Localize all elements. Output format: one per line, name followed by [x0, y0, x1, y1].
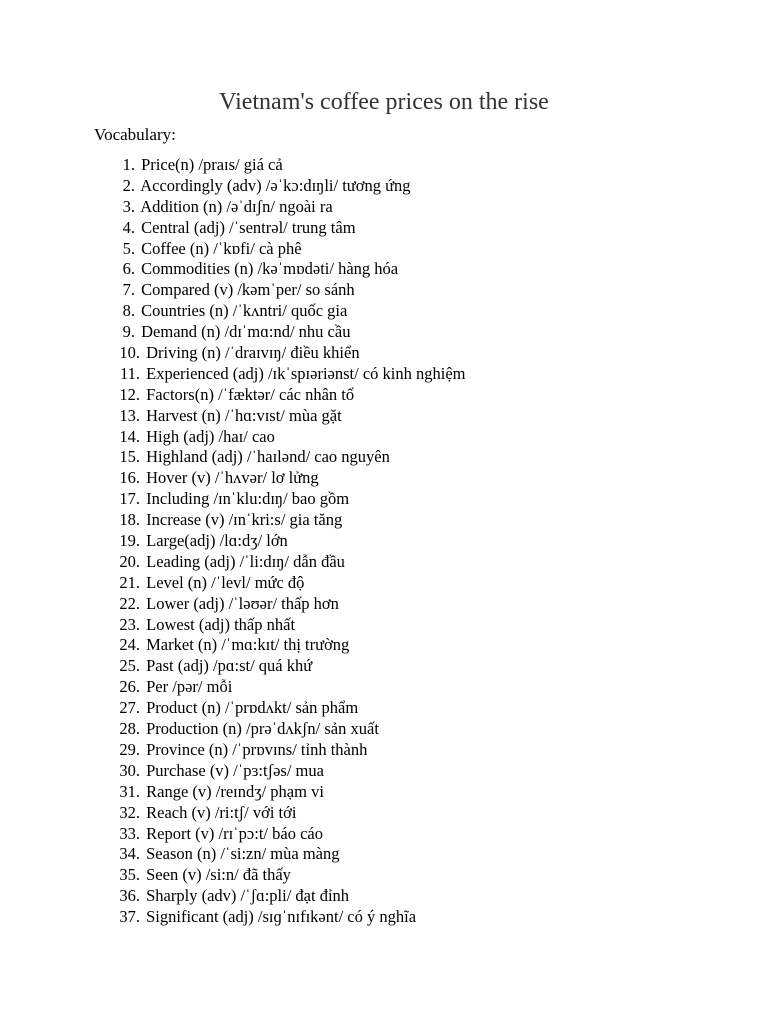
vocabulary-item-text: Leading (adj) /ˈli:dɪŋ/ dẫn đầu — [146, 551, 345, 571]
vocabulary-item-number: 28. — [119, 719, 140, 739]
vocabulary-item — [0, 468, 465, 489]
vocabulary-item — [0, 824, 465, 845]
vocabulary-item-text: Past (adj) /pɑ:st/ quá khứ — [146, 656, 313, 676]
vocabulary-item-number: 36. — [119, 886, 140, 906]
vocabulary-item-number: 2. — [122, 175, 135, 195]
vocabulary-item-number: 21. — [119, 572, 140, 592]
vocabulary-item — [0, 552, 465, 573]
vocabulary-item — [0, 510, 465, 531]
vocabulary-item-number: 22. — [119, 593, 140, 613]
vocabulary-item-number: 23. — [119, 614, 140, 634]
vocabulary-item-text: Price(n) /praɪs/ giá cả — [141, 155, 283, 174]
vocabulary-item — [0, 573, 465, 594]
vocabulary-item-number: 11. — [119, 363, 140, 383]
vocabulary-item — [0, 594, 465, 615]
vocabulary-item — [0, 176, 465, 197]
vocabulary-item-text: Harvest (n) /ˈhɑ:vɪst/ mùa gặt — [146, 405, 342, 425]
vocabulary-item-text: Driving (n) /ˈdraɪvɪŋ/ điều khiển — [146, 343, 360, 363]
vocabulary-item-text: Product (n) /ˈprɒdʌkt/ sản phẩm — [146, 698, 359, 718]
vocabulary-item-number: 20. — [119, 551, 140, 571]
vocabulary-item-text: Seen (v) /si:n/ đã thấy — [146, 865, 291, 885]
vocabulary-item — [0, 907, 465, 928]
vocabulary-item — [0, 239, 465, 260]
vocabulary-item-text: Hover (v) /ˈhʌvər/ lơ lửng — [146, 468, 319, 488]
vocabulary-item-text: Coffee (n) /ˈkɒfi/ cà phê — [141, 238, 302, 258]
vocabulary-item-number: 35. — [119, 865, 140, 885]
vocabulary-item — [0, 155, 465, 176]
vocabulary-item-number: 31. — [119, 781, 140, 801]
vocabulary-item — [0, 259, 465, 280]
vocabulary-item — [0, 615, 465, 636]
vocabulary-item-number: 5. — [122, 238, 135, 258]
vocabulary-item — [0, 740, 465, 761]
vocabulary-item-text: Countries (n) /ˈkʌntri/ quốc gia — [141, 301, 348, 321]
vocabulary-item — [0, 677, 465, 698]
vocabulary-list — [0, 155, 465, 928]
vocabulary-item — [0, 698, 465, 719]
vocabulary-item-text: Significant (adj) /sɪɡˈnɪfɪkənt/ có ý nghĩa — [146, 907, 417, 927]
vocabulary-item — [0, 322, 465, 343]
vocabulary-item-number: 9. — [122, 322, 135, 342]
vocabulary-item-text: Compared (v) /kəmˈper/ so sánh — [141, 280, 355, 300]
vocabulary-item — [0, 865, 465, 886]
vocabulary-item-text: Commodities (n) /kəˈmɒdəti/ hàng hóa — [141, 259, 399, 279]
vocabulary-label: Vocabulary: — [94, 125, 176, 144]
vocabulary-item — [0, 761, 465, 782]
vocabulary-item-number: 4. — [122, 217, 135, 237]
vocabulary-item — [0, 427, 465, 448]
vocabulary-item-number: 32. — [119, 802, 140, 822]
vocabulary-item — [0, 364, 465, 385]
vocabulary-item-number: 15. — [119, 447, 140, 467]
vocabulary-item-text: Central (adj) /ˈsentrəl/ trung tâm — [141, 217, 356, 237]
vocabulary-item — [0, 280, 465, 301]
vocabulary-item-text: Demand (n) /dɪˈmɑ:nd/ nhu cầu — [141, 322, 351, 342]
vocabulary-item-text: Increase (v) /ɪnˈkri:s/ gia tăng — [146, 510, 343, 530]
vocabulary-item-number: 8. — [122, 301, 135, 321]
vocabulary-item-number: 26. — [119, 677, 140, 697]
vocabulary-item-number: 6. — [122, 259, 135, 279]
vocabulary-item — [0, 803, 465, 824]
vocabulary-item — [0, 343, 465, 364]
vocabulary-item-number: 13. — [119, 405, 140, 425]
vocabulary-item — [0, 719, 465, 740]
vocabulary-item-text: Range (v) /reɪndʒ/ phạm vi — [146, 781, 324, 801]
vocabulary-item — [0, 406, 465, 427]
vocabulary-item — [0, 782, 465, 803]
vocabulary-item-text: Including /ɪnˈklu:dɪŋ/ bao gồm — [146, 489, 350, 509]
vocabulary-item-text: Purchase (v) /ˈpɜ:tʃəs/ mua — [146, 760, 324, 780]
vocabulary-item-text: Large(adj) /lɑ:dʒ/ lớn — [146, 531, 288, 551]
vocabulary-item — [0, 489, 465, 510]
vocabulary-item — [0, 635, 465, 656]
vocabulary-item — [0, 197, 465, 218]
vocabulary-item — [0, 844, 465, 865]
vocabulary-item-number: 10. — [119, 343, 140, 363]
vocabulary-item-text: Experienced (adj) /ɪkˈspɪəriənst/ có kinh nghiệm — [146, 363, 466, 383]
vocabulary-item — [0, 531, 465, 552]
vocabulary-item-text: Report (v) /rɪˈpɔ:t/ báo cáo — [146, 823, 323, 843]
vocabulary-item-text: Lower (adj) /ˈləʊər/ thấp hơn — [146, 593, 339, 613]
vocabulary-item-text: Addition (n) /əˈdɪʃn/ ngoài ra — [140, 196, 333, 216]
vocabulary-item — [0, 385, 465, 406]
vocabulary-item-text: Level (n) /ˈlevl/ mức độ — [146, 572, 305, 592]
vocabulary-item-text: Season (n) /ˈsi:zn/ mùa màng — [146, 844, 340, 864]
vocabulary-item-text: Production (n) /prəˈdʌkʃn/ sản xuất — [146, 719, 379, 739]
vocabulary-item-number: 1. — [122, 155, 135, 174]
vocabulary-item-number: 25. — [119, 656, 140, 676]
vocabulary-item-number: 17. — [119, 489, 140, 509]
vocabulary-item-number: 3. — [122, 196, 135, 216]
vocabulary-item-text: Province (n) /ˈprɒvɪns/ tỉnh thành — [146, 739, 368, 759]
vocabulary-item-text: Per /pər/ mỗi — [146, 677, 233, 697]
vocabulary-item-number: 33. — [119, 823, 140, 843]
vocabulary-item — [0, 301, 465, 322]
vocabulary-item-number: 27. — [119, 698, 140, 718]
vocabulary-item-number: 18. — [119, 510, 140, 530]
vocabulary-item-number: 37. — [119, 907, 140, 927]
vocabulary-item-text: Accordingly (adv) /əˈkɔ:dɪŋli/ tương ứng — [140, 175, 411, 195]
vocabulary-item-text: Lowest (adj) thấp nhất — [146, 614, 296, 634]
vocabulary-item-number: 30. — [119, 760, 140, 780]
vocabulary-item-number: 29. — [119, 739, 140, 759]
vocabulary-item-number: 34. — [119, 844, 140, 864]
vocabulary-item-text: Sharply (adv) /ˈʃɑ:pli/ đạt đỉnh — [146, 886, 350, 906]
vocabulary-item — [0, 218, 465, 239]
vocabulary-item-number: 16. — [119, 468, 140, 488]
vocabulary-item-number: 12. — [119, 384, 140, 404]
vocabulary-item-number: 7. — [122, 280, 135, 300]
vocabulary-item-text: Reach (v) /ri:tʃ/ với tới — [146, 802, 297, 822]
vocabulary-item-number: 14. — [119, 426, 140, 446]
vocabulary-item-number: 19. — [119, 531, 140, 551]
page-title: Vietnam's coffee prices on the rise — [219, 89, 549, 115]
vocabulary-item-number: 24. — [119, 635, 140, 655]
vocabulary-item — [0, 886, 465, 907]
vocabulary-item — [0, 656, 465, 677]
vocabulary-item-text: Highland (adj) /ˈhaɪlənd/ cao nguyên — [146, 447, 390, 467]
vocabulary-item-text: High (adj) /haɪ/ cao — [146, 426, 275, 446]
vocabulary-item — [0, 447, 465, 468]
vocabulary-item-text: Market (n) /ˈmɑ:kɪt/ thị trường — [146, 635, 350, 655]
vocabulary-item-text: Factors(n) /ˈfæktər/ các nhân tố — [146, 384, 355, 404]
